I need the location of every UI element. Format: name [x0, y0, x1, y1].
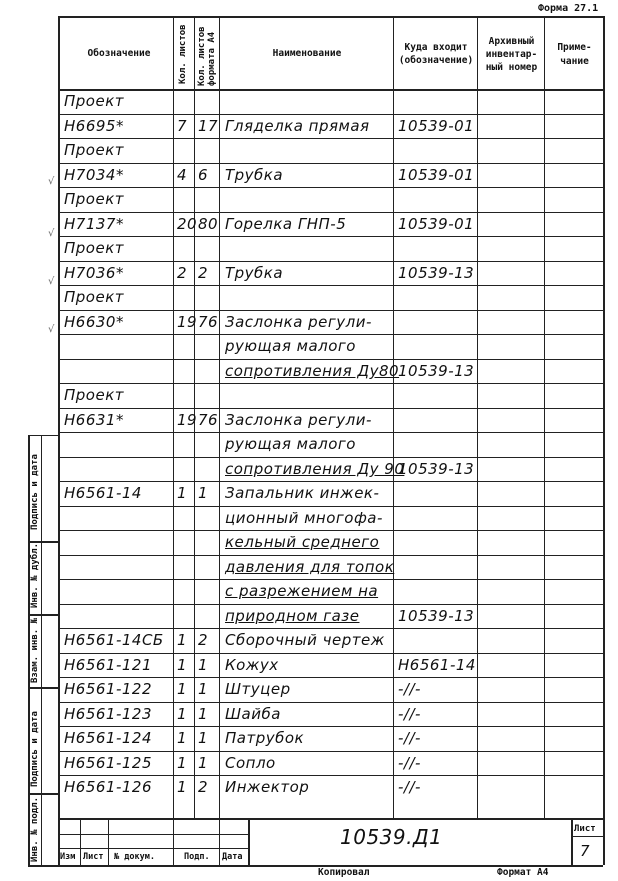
- side-label-replace-inv: Взам. инв. №: [30, 617, 40, 683]
- header-where-2: (обозначение): [398, 55, 474, 66]
- row-name: Шайба: [225, 705, 281, 723]
- row-line: [58, 604, 603, 605]
- row-qty-a4: 1: [198, 484, 209, 502]
- row-where: 10539-13: [398, 460, 475, 478]
- row-line: [58, 359, 603, 360]
- row-line: [58, 530, 603, 531]
- row-qty-a4: 2: [198, 778, 209, 796]
- header-note-2: чание: [560, 56, 589, 67]
- col-line-5: [477, 16, 478, 818]
- sheet-number: 7: [580, 842, 591, 860]
- header-archive-1: Архивный: [488, 36, 535, 47]
- frame-top: [58, 16, 603, 18]
- row-name: Сборочный чертеж: [225, 631, 385, 649]
- title-col: [219, 818, 220, 865]
- row-qty: 7: [177, 117, 188, 135]
- row-line: [58, 457, 603, 458]
- title-col-sheet: Лист: [83, 852, 104, 862]
- row-name: Трубка: [225, 166, 284, 184]
- title-col-change: Изм: [60, 852, 76, 862]
- row-line: [58, 506, 603, 507]
- side-line: [28, 793, 58, 795]
- row-qty-a4: 17: [198, 117, 219, 135]
- row-qty-a4: 1: [198, 729, 209, 747]
- row-where: -//-: [398, 705, 421, 723]
- title-col: [571, 818, 573, 865]
- title-col: [108, 818, 109, 865]
- row-line: [58, 114, 603, 115]
- row-line: [58, 481, 603, 482]
- row-line: [58, 653, 603, 654]
- row-name: природном газе: [225, 607, 360, 625]
- header-bottom: [58, 89, 603, 91]
- row-designation: Н6561-14: [64, 484, 142, 502]
- row-line: [58, 579, 603, 580]
- row-qty: 1: [177, 484, 188, 502]
- row-where: 10539-13: [398, 607, 475, 625]
- row-designation: Н6561-14СБ: [64, 631, 164, 649]
- row-name: рующая малого: [225, 435, 356, 453]
- row-designation: Проект: [64, 141, 125, 159]
- row-qty-a4: 76: [198, 313, 219, 331]
- row-qty-a4: 2: [198, 264, 209, 282]
- col-line-6: [544, 16, 545, 818]
- header-designation: Обозначение: [87, 48, 151, 59]
- row-designation: Н6561-124: [64, 729, 152, 747]
- col-line-3: [219, 16, 220, 818]
- side-line: [28, 614, 58, 616]
- row-name: Заслонка регули-: [225, 411, 372, 429]
- header-note-1: Приме-: [557, 42, 592, 53]
- row-designation: Н6695*: [64, 117, 124, 135]
- row-line: [58, 677, 603, 678]
- row-qty-a4: 2: [198, 631, 209, 649]
- check-mark: √: [48, 176, 55, 187]
- row-line: [58, 187, 603, 188]
- row-qty-a4: 80: [198, 215, 219, 233]
- row-line: [58, 138, 603, 139]
- row-designation: Проект: [64, 239, 125, 257]
- row-where: Н6561-14: [398, 656, 476, 674]
- row-qty: 1: [177, 729, 188, 747]
- check-mark: √: [48, 324, 55, 335]
- header-name: Наименование: [272, 48, 342, 59]
- row-name: ционный многофа-: [225, 509, 383, 527]
- row-qty: 1: [177, 631, 188, 649]
- title-col-doc-no: № докум.: [114, 852, 155, 862]
- row-designation: Н7036*: [64, 264, 124, 282]
- row-qty: 1: [177, 754, 188, 772]
- side-strip-mid: [41, 435, 42, 865]
- col-line-4: [393, 16, 394, 818]
- row-name: Патрубок: [225, 729, 305, 747]
- title-col: [248, 818, 250, 865]
- row-qty-a4: 1: [198, 705, 209, 723]
- row-designation: Н6631*: [64, 411, 124, 429]
- header-qty-a4: Кол. листов формата А4: [197, 26, 217, 86]
- row-qty: 1: [177, 656, 188, 674]
- row-qty-a4: 76: [198, 411, 219, 429]
- row-qty: 19: [177, 411, 198, 429]
- row-where: -//-: [398, 680, 421, 698]
- row-line: [58, 310, 603, 311]
- row-designation: Н6561-121: [64, 656, 152, 674]
- row-qty: 1: [177, 680, 188, 698]
- row-designation: Н6561-125: [64, 754, 152, 772]
- row-line: [58, 285, 603, 286]
- row-designation: Проект: [64, 92, 125, 110]
- row-name: Заслонка регули-: [225, 313, 372, 331]
- row-qty-a4: 6: [198, 166, 209, 184]
- row-name: Кожух: [225, 656, 279, 674]
- row-qty: 2: [177, 264, 188, 282]
- form-label: Форма 27.1: [538, 3, 599, 14]
- row-line: [58, 163, 603, 164]
- row-designation: Н6630*: [64, 313, 124, 331]
- header-qty: Кол. листов: [178, 24, 188, 84]
- row-name: давления для топок: [225, 558, 395, 576]
- title-col-date: Дата: [222, 852, 243, 862]
- row-where: -//-: [398, 778, 421, 796]
- footer-copied: Копировал: [318, 867, 370, 878]
- row-line: [58, 236, 603, 237]
- row-qty: 19: [177, 313, 198, 331]
- row-designation: Н6561-126: [64, 778, 152, 796]
- row-name: Трубка: [225, 264, 284, 282]
- title-sheet-line: [571, 836, 603, 837]
- row-name: рующая малого: [225, 337, 356, 355]
- row-line: [58, 261, 603, 262]
- side-line: [28, 865, 58, 867]
- side-label-sign-date-2: Подпись и дата: [30, 711, 40, 787]
- row-line: [58, 334, 603, 335]
- row-designation: Проект: [64, 386, 125, 404]
- doc-code: 10539.Д1: [340, 825, 443, 849]
- title-col-sign: Подп.: [184, 852, 210, 862]
- title-col: [80, 818, 81, 865]
- row-qty: 20: [177, 215, 198, 233]
- row-where: 10539-13: [398, 362, 475, 380]
- row-name: Инжектор: [225, 778, 310, 796]
- row-name: Сопло: [225, 754, 276, 772]
- row-name: Штуцер: [225, 680, 291, 698]
- header-where-1: Куда входит: [404, 42, 468, 53]
- header-archive-3: ный номер: [485, 62, 538, 73]
- footer-format: Формат А4: [497, 867, 549, 878]
- row-line: [58, 408, 603, 409]
- row-designation: Н7137*: [64, 215, 124, 233]
- row-designation: Н6561-123: [64, 705, 152, 723]
- row-where: 10539-01: [398, 166, 475, 184]
- row-qty-a4: 1: [198, 754, 209, 772]
- row-line: [58, 432, 603, 433]
- row-name: сопротивления Ду80: [225, 362, 400, 380]
- side-label-sign-date: Подпись и дата: [30, 454, 40, 530]
- row-where: 10539-13: [398, 264, 475, 282]
- side-label-dup-inv: Инв. № дубл.: [30, 542, 40, 608]
- row-where: -//-: [398, 729, 421, 747]
- row-designation: Н6561-122: [64, 680, 152, 698]
- row-where: 10539-01: [398, 215, 475, 233]
- row-line: [58, 383, 603, 384]
- row-designation: Проект: [64, 288, 125, 306]
- title-col: [173, 818, 174, 865]
- frame-left: [58, 16, 60, 865]
- side-line: [28, 435, 58, 436]
- sheet-label: Лист: [574, 824, 596, 834]
- row-designation: Н7034*: [64, 166, 124, 184]
- title-block-top: [58, 818, 603, 820]
- frame-right: [603, 16, 605, 865]
- row-qty: 1: [177, 778, 188, 796]
- row-name: с разрежением на: [225, 582, 379, 600]
- row-qty-a4: 1: [198, 680, 209, 698]
- row-name: Гляделка прямая: [225, 117, 370, 135]
- row-line: [58, 726, 603, 727]
- row-line: [58, 751, 603, 752]
- row-line: [58, 212, 603, 213]
- check-mark: √: [48, 276, 55, 287]
- side-label-orig-inv: Инв. № подл.: [30, 796, 40, 862]
- row-name: Горелка ГНП-5: [225, 215, 347, 233]
- side-line: [28, 687, 58, 689]
- row-line: [58, 555, 603, 556]
- row-qty: 1: [177, 705, 188, 723]
- check-mark: √: [48, 228, 55, 239]
- row-name: Запальник инжек-: [225, 484, 380, 502]
- row-line: [58, 702, 603, 703]
- row-where: -//-: [398, 754, 421, 772]
- row-qty-a4: 1: [198, 656, 209, 674]
- row-qty: 4: [177, 166, 188, 184]
- row-where: 10539-01: [398, 117, 475, 135]
- row-name: кельный среднего: [225, 533, 380, 551]
- row-name: сопротивления Ду 90: [225, 460, 405, 478]
- col-line-1: [173, 16, 174, 818]
- header-archive-2: инвентар-: [485, 49, 538, 60]
- row-designation: Проект: [64, 190, 125, 208]
- row-line: [58, 775, 603, 776]
- row-line: [58, 628, 603, 629]
